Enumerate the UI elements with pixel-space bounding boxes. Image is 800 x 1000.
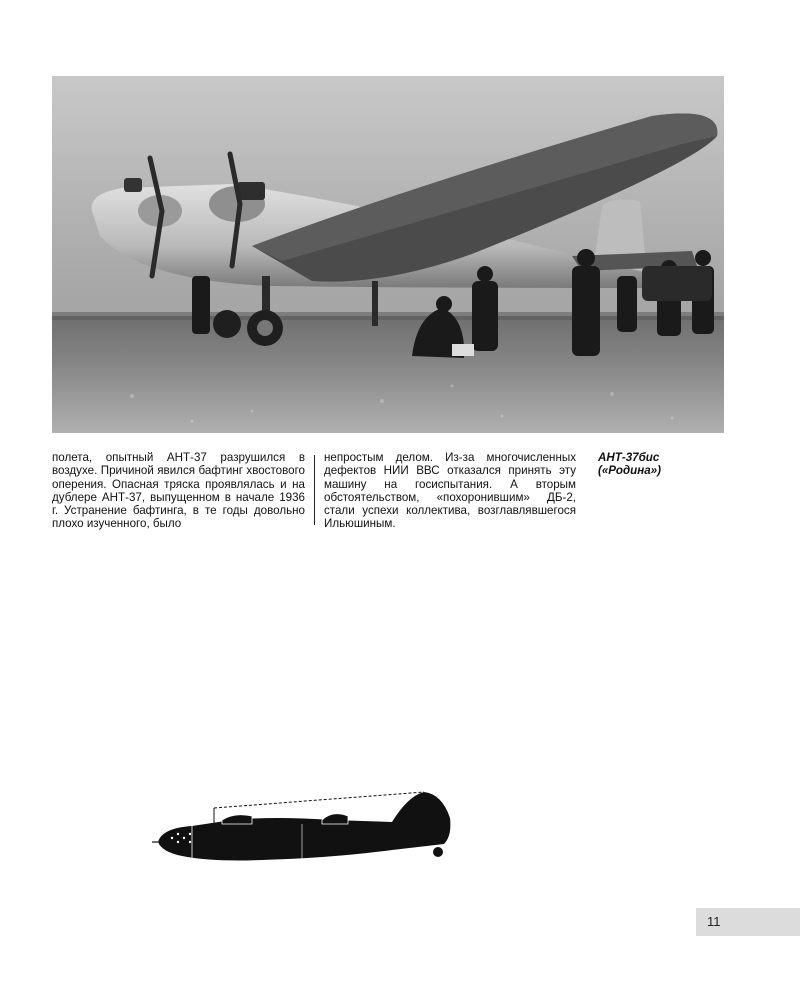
- il-2-silhouette-icon: [152, 780, 456, 870]
- ant-37bis-photo-illustration: [52, 76, 724, 433]
- text-column-middle: [324, 451, 576, 531]
- photo-caption: АНТ-37бис («Родина»): [598, 451, 661, 478]
- text-column-left: [52, 451, 305, 531]
- page-number: 11: [707, 914, 721, 929]
- paragraph: непростым делом. Из-за многочисленных дефектов НИИ ВВС отказался принять эту машину на госиспытания. А вторым обстоятельством, «похоронившим» ДБ-2, стали успехи коллектива, возглавлявшегося Ильюшиным.: [324, 451, 576, 531]
- aircraft-photo: [52, 76, 724, 433]
- column-divider: [314, 455, 315, 525]
- aircraft-silhouette: [152, 780, 456, 870]
- page-number-tab: [696, 908, 800, 936]
- paragraph: полета, опытный АНТ-37 разрушился в воздухе. Причиной явился бафтинг хвостового оперения. Опасная тряска проявлялась и на дублере АНТ-37, выпущенном в начале 1936 г. Устранение бафтинга, в те годы довольно плохо изученного, было: [52, 451, 305, 531]
